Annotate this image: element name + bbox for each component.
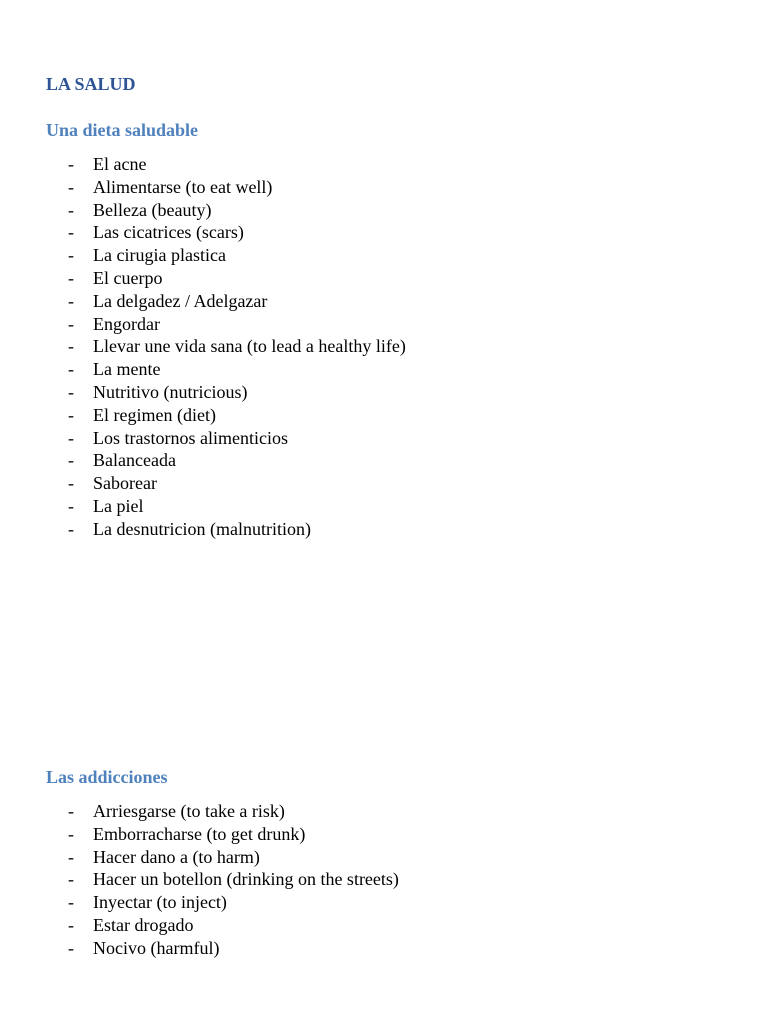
- list-item-text: Hacer dano a (to harm): [93, 846, 260, 867]
- list-item-text: Inyectar (to inject): [93, 892, 227, 913]
- list-item-text: La piel: [93, 495, 144, 516]
- list-item-text: La delgadez / Adelgazar: [93, 290, 268, 311]
- list-item-text: Saborear: [93, 473, 157, 494]
- bullet-dash: -: [68, 846, 74, 867]
- section-heading-diet: Una dieta saludable: [46, 120, 199, 140]
- bullet-dash: -: [68, 404, 74, 425]
- bullet-dash: -: [68, 222, 74, 243]
- bullet-dash: -: [68, 892, 74, 913]
- list-item-text: Los trastornos alimenticios: [93, 427, 288, 448]
- bullet-dash: -: [68, 801, 74, 821]
- bullet-dash: -: [68, 427, 74, 448]
- bullet-dash: -: [68, 869, 74, 890]
- list-item-text: Alimentarse (to eat well): [93, 176, 273, 197]
- list-item-text: Balanceada: [93, 450, 176, 471]
- list-item-text: Nocivo (harmful): [93, 937, 220, 958]
- document-title: LA SALUD: [46, 74, 136, 94]
- list-item-text: Arriesgarse (to take a risk): [93, 801, 285, 821]
- list-item-text: El regimen (diet): [93, 404, 216, 425]
- bullet-dash: -: [68, 450, 74, 471]
- list-item-text: Hacer un botellon (drinking on the streets): [93, 869, 399, 890]
- bullet-dash: -: [68, 914, 74, 935]
- list-item-text: Belleza (beauty): [93, 199, 212, 220]
- list-item-text: Emborracharse (to get drunk): [93, 823, 306, 844]
- bullet-dash: -: [68, 267, 74, 288]
- bullet-dash: -: [68, 199, 74, 220]
- bullet-dash: -: [68, 336, 74, 357]
- bullet-dash: -: [68, 313, 74, 334]
- bullet-dash: -: [68, 176, 74, 197]
- bullet-dash: -: [68, 473, 74, 494]
- bullet-dash: -: [68, 154, 74, 174]
- bullet-dash: -: [68, 823, 74, 844]
- list-item-text: Estar drogado: [93, 914, 194, 935]
- list-item-text: El cuerpo: [93, 267, 163, 288]
- list-item-text: La mente: [93, 359, 161, 380]
- bullet-dash: -: [68, 359, 74, 380]
- list-item-text: Engordar: [93, 313, 160, 334]
- section-heading-addictions: Las addicciones: [46, 767, 168, 787]
- bullet-dash: -: [68, 245, 74, 266]
- list-item-text: Nutritivo (nutricious): [93, 381, 248, 402]
- list-item-text: Llevar une vida sana (to lead a healthy life): [93, 336, 406, 357]
- bullet-dash: -: [68, 495, 74, 516]
- list-item-text: El acne: [93, 154, 147, 174]
- list-item-text: Las cicatrices (scars): [93, 222, 244, 243]
- bullet-dash: -: [68, 937, 74, 958]
- bullet-dash: -: [68, 290, 74, 311]
- list-item-text: La cirugia plastica: [93, 245, 226, 266]
- bullet-dash: -: [68, 381, 74, 402]
- list-item-text: La desnutricion (malnutrition): [93, 518, 311, 539]
- bullet-dash: -: [68, 518, 74, 539]
